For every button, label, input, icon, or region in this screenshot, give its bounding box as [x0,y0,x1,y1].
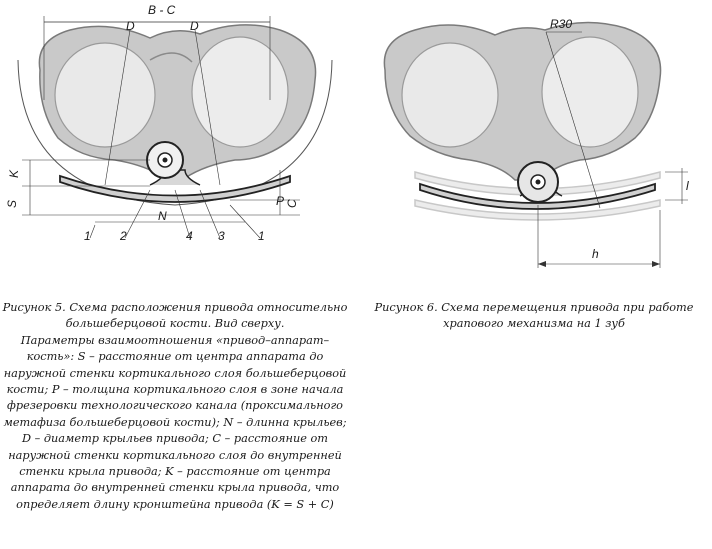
leader-1-left [90,225,95,238]
figure-6 [360,0,712,290]
label-c: C [285,199,299,208]
figure-5-drawing [0,0,350,290]
right-condyle [542,37,638,147]
label-s: S [5,199,19,208]
label-d-left: D [126,19,135,33]
hub-center [536,180,541,185]
label-4: 4 [186,229,193,243]
figure-5-caption-title: Рисунок 5. Схема расположения привода относительно большеберцовой кости. Вид сверху. [2,301,348,331]
figure-5-caption-body: Параметры взаимоотношения «привод–аппарат–кость»: S – расстояние от центра аппарата до наружной стенки кортикального слоя большеберцовой кости; P – толщина кортикального слоя в зоне начала фрезеровки технологического канала (проксимального метафиза большеберцовой кости); N – длинна крыльев; D – диаметр крыльев привода; C – расстояние от наружной стенки кортикального слоя до внутренней стенки крыла привода; K – расстояние от центра аппарата до внутренней стенки крыла привода, что определяет длину кронштейна привода (K = S + C) [3,333,347,511]
hub-center [163,158,168,163]
h-arrow-left [538,261,546,267]
label-l: l [686,179,689,193]
label-2: 2 [120,229,127,243]
label-n: N [158,209,167,223]
label-r30: R30 [550,17,573,31]
label-1-left: 1 [84,229,91,243]
h-arrow-right [652,261,660,267]
right-condyle [192,37,288,147]
figure-5 [0,0,350,290]
figure-6-caption: Рисунок 6. Схема перемещения привода при работе храпового механизма на 1 зуб [374,301,694,331]
leader-1-right [230,205,260,238]
figure-5-caption [2,300,348,513]
label-h: h [592,247,599,261]
left-condyle [55,43,155,147]
figure-6-drawing [360,0,712,290]
label-3: 3 [218,229,225,243]
label-bc: B - C [148,3,176,17]
label-k: K [7,169,21,178]
label-d-right: D [190,19,199,33]
left-condyle [402,43,498,147]
label-p: P [276,194,285,208]
label-1-right: 1 [258,229,265,243]
